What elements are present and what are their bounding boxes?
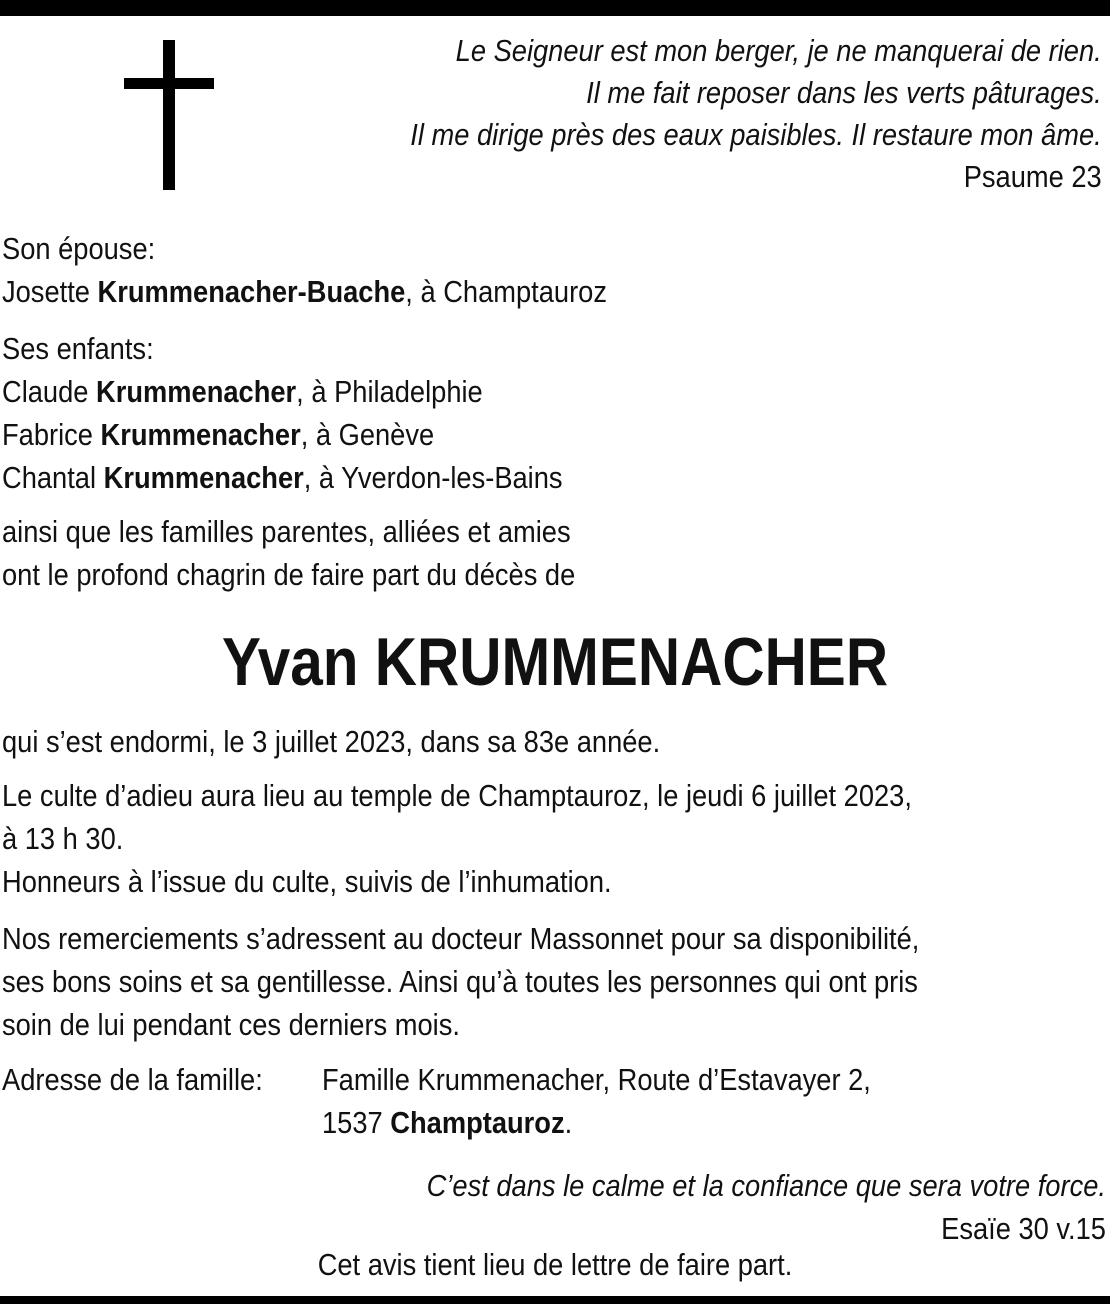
thanks-section [2, 917, 919, 1046]
families-line: ainsi que les familles parentes, alliées et amies [2, 514, 571, 549]
service-section [2, 774, 912, 903]
place: , à Yverdon-les-Bains [303, 460, 563, 495]
last-name: Krummenacher [100, 417, 301, 452]
closing-quote [427, 1164, 1106, 1250]
child-entry [2, 413, 563, 456]
deceased-name: Yvan KRUMMENACHER [221, 624, 889, 700]
place: , à Genève [300, 417, 435, 452]
thanks-line: ses bons soins et sa gentillesse. Ainsi qu’à toutes les personnes qui ont pris [2, 964, 918, 999]
spouse-section [2, 227, 607, 313]
children-heading: Ses enfants: [2, 331, 154, 366]
families-section [2, 510, 575, 596]
service-line: Honneurs à l’issue du culte, suivis de l’inhumation. [2, 864, 612, 899]
child-entry [2, 456, 563, 499]
last-name: Krummenacher [103, 460, 304, 495]
closing-reference: Esaïe 30 v.15 [941, 1211, 1106, 1246]
first-name: Claude [2, 374, 89, 409]
address-line: Famille Krummenacher, Route d’Estavayer 2, [322, 1062, 871, 1097]
families-line: ont le profond chagrin de faire part du décès de [2, 557, 576, 592]
notice-line: Cet avis tient lieu de lettre de faire part. [317, 1247, 793, 1282]
first-name: Fabrice [2, 417, 93, 452]
first-name: Chantal [2, 460, 97, 495]
spouse-heading: Son épouse: [2, 231, 156, 266]
spouse-entry [2, 270, 607, 313]
psalm-quote [411, 30, 1102, 198]
thanks-line: soin de lui pendant ces derniers mois. [2, 1007, 460, 1042]
psalm-line: Il me dirige près des eaux paisibles. Il restaure mon âme. [410, 117, 1102, 152]
closing-quote-text: C’est dans le calme et la confiance que sera votre force. [426, 1168, 1106, 1203]
children-section [2, 327, 563, 499]
bottom-rule [0, 1296, 1110, 1304]
psalm-line: Il me fait reposer dans les verts pâturages. [586, 75, 1102, 110]
address-line: 1537 Champtauroz. [322, 1105, 573, 1140]
last-name: Krummenacher-Buache [97, 274, 406, 309]
service-line: à 13 h 30. [2, 821, 124, 856]
top-rule [0, 0, 1110, 16]
family-address [322, 1058, 871, 1144]
last-name: Krummenacher [96, 374, 297, 409]
child-entry [2, 370, 563, 413]
town: Champtauroz [390, 1105, 565, 1140]
postcode: 1537 [322, 1105, 383, 1140]
death-line: qui s’est endormi, le 3 juillet 2023, dans sa 83e année. [2, 724, 661, 759]
psalm-reference: Psaume 23 [963, 159, 1102, 194]
place: , à Philadelphie [296, 374, 483, 409]
thanks-line: Nos remerciements s’adressent au docteur Massonnet pour sa disponibilité, [2, 921, 920, 956]
service-line: Le culte d’adieu aura lieu au temple de Champtauroz, le jeudi 6 juillet 2023, [2, 778, 912, 813]
address-label: Adresse de la famille: [2, 1062, 263, 1097]
cross-icon [124, 40, 214, 190]
first-name: Josette [2, 274, 90, 309]
psalm-line: Le Seigneur est mon berger, je ne manquerai de rien. [455, 33, 1102, 68]
place: , à Champtauroz [405, 274, 607, 309]
